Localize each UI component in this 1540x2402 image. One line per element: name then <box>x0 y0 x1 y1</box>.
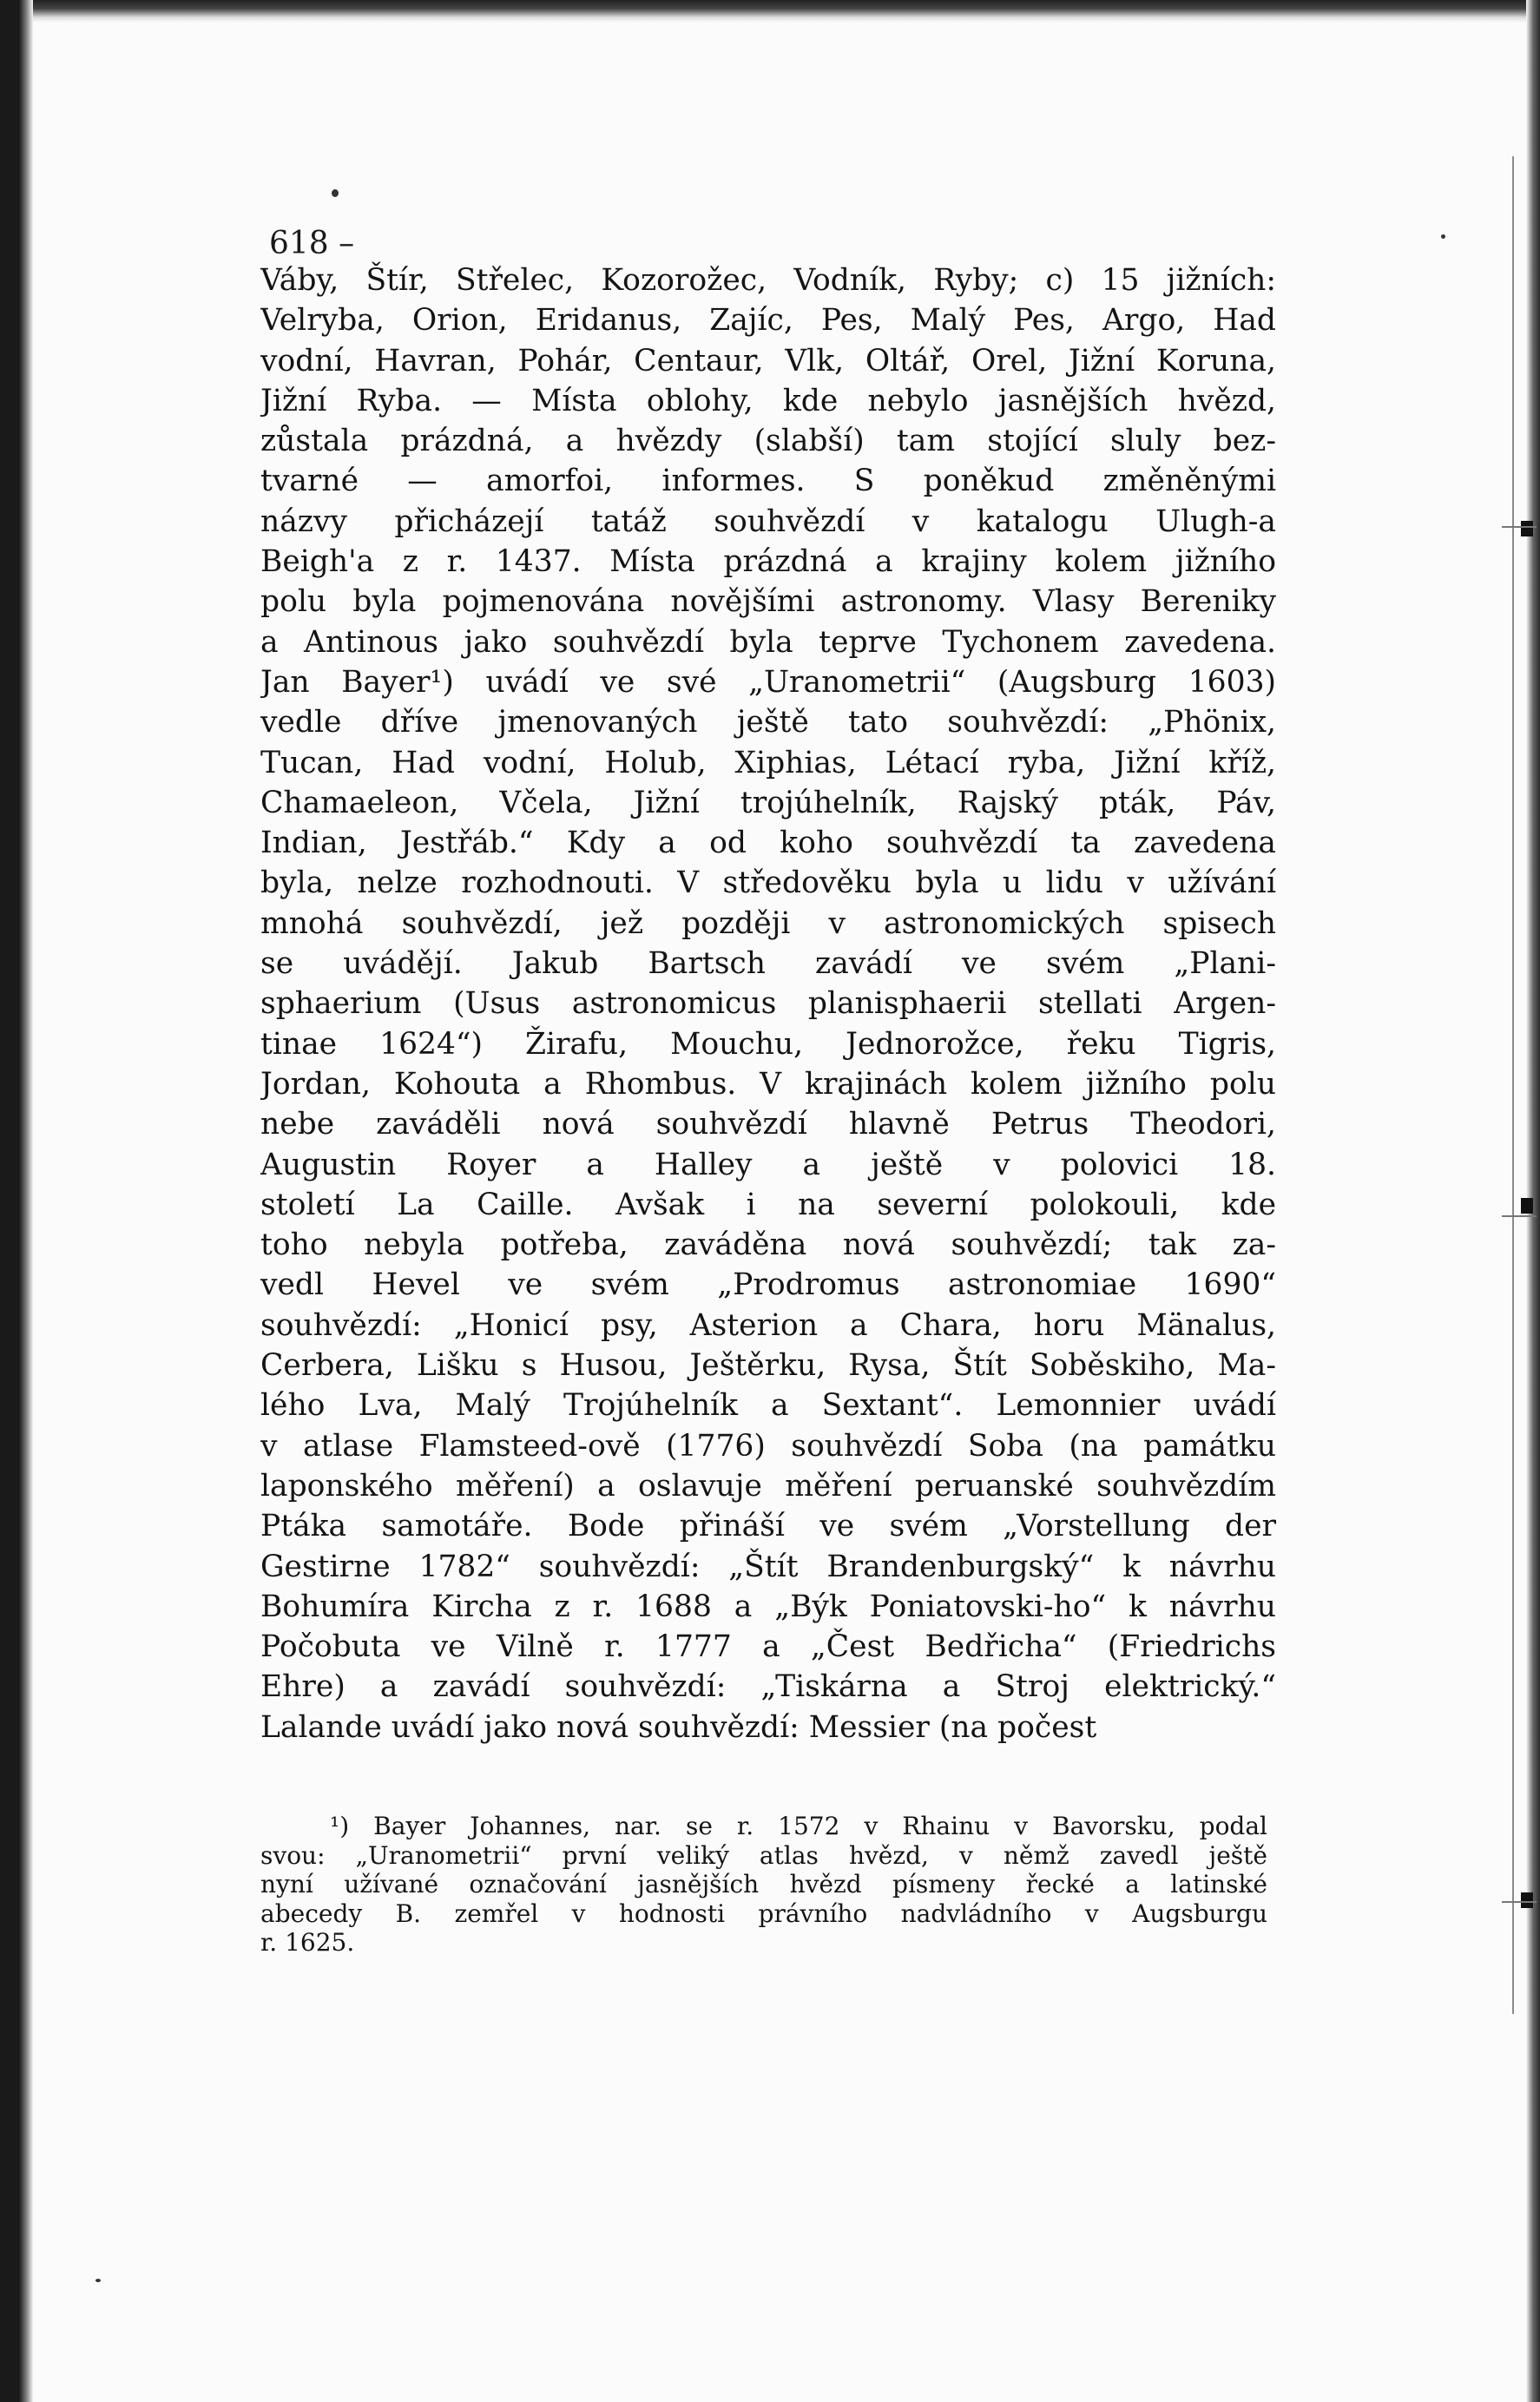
footnote-line: r. 1625. <box>260 1928 355 1958</box>
text-line: v atlase Flamsteed-ově (1776) souhvězdí Soba (na památku <box>260 1428 1276 1464</box>
text-line: Jan Bayer¹) uvádí ve své „Uranometrii“ (Augsburg 1603) <box>260 664 1276 700</box>
margin-mark <box>1502 1215 1537 1217</box>
text-line: vodní, Havran, Pohár, Centaur, Vlk, Oltář, Orel, Jižní Koruna, <box>260 343 1276 378</box>
text-line: nebe zaváděli nová souhvězdí hlavně Petrus Theodori, <box>260 1107 1276 1142</box>
text-line: zůstala prázdná, a hvězdy (slabší) tam stojící sluly bez- <box>260 424 1276 459</box>
footnote-line: abecedy B. zemřel v hodnosti právního nadvládního v Augsburgu <box>260 1899 1267 1928</box>
text-line: Lalande uvádí jako nová souhvězdí: Messier (na počest <box>260 1709 1097 1745</box>
text-line: byla, nelze rozhodnouti. V středověku byla u lidu v užívání <box>260 865 1276 901</box>
footnote-line: ¹) Bayer Johannes, nar. se r. 1572 v Rhainu v Bavorsku, podal <box>330 1812 1267 1840</box>
text-line: Cerbera, Lišku s Husou, Ještěrku, Rysa, Štít Soběskiho, Ma- <box>260 1348 1276 1384</box>
dust-speck <box>332 189 339 197</box>
body-text <box>260 260 1276 1747</box>
text-line: vedle dříve jmenovaných ještě tato souhvězdí: „Phönix, <box>260 705 1276 740</box>
text-line: Gestirne 1782“ souhvězdí: „Štít Brandenburgský“ k návrhu <box>260 1549 1276 1584</box>
margin-mark <box>1521 1892 1533 1908</box>
dust-speck <box>1441 234 1445 239</box>
text-line: Ehre) a zavádí souhvězdí: „Tiskárna a Stroj elektrický.“ <box>260 1669 1276 1705</box>
text-line: Indian, Jestřáb.“ Kdy a od koho souhvězdí ta zavedena <box>260 826 1276 861</box>
text-line: Tucan, Had vodní, Holub, Xiphias, Létací ryba, Jižní kříž, <box>260 745 1276 780</box>
text-line: Beigh'a z r. 1437. Místa prázdná a krajiny kolem jižního <box>260 544 1276 580</box>
text-line: toho nebyla potřeba, zaváděna nová souhvězdí; tak za- <box>260 1227 1276 1263</box>
scan-edge-left <box>0 0 33 2402</box>
scan-margin-rule <box>1512 156 1514 2014</box>
text-line: Augustin Royer a Halley a ještě v polovici 18. <box>260 1147 1276 1182</box>
margin-mark <box>1502 1901 1537 1903</box>
text-line: souhvězdí: „Honicí psy, Asterion a Chara, horu Mänalus, <box>260 1307 1276 1343</box>
text-line: laponského měření) a oslavuje měření peruanské souhvězdím <box>260 1468 1276 1504</box>
text-line: polu byla pojmenována novějšími astronomy. Vlasy Bereniky <box>260 584 1276 620</box>
margin-mark <box>1521 1198 1533 1214</box>
text-line: Jižní Ryba. — Místa oblohy, kde nebylo jasnějších hvězd, <box>260 383 1276 418</box>
text-line: mnohá souhvězdí, jež později v astronomických spisech <box>260 905 1276 941</box>
footnotes <box>260 1812 1267 1958</box>
text-line: lého Lva, Malý Trojúhelník a Sextant“. Lemonnier uvádí <box>260 1388 1276 1424</box>
page-number: 618 – <box>269 226 355 261</box>
text-line: tvarné — amorfoi, informes. S poněkud změněnými <box>260 464 1276 499</box>
text-line: Počobuta ve Vilně r. 1777 a „Čest Bedřicha“ (Friedrichs <box>260 1629 1276 1665</box>
text-line: Velryba, Orion, Eridanus, Zajíc, Pes, Malý Pes, Argo, Had <box>260 303 1276 339</box>
text-line: sphaerium (Usus astronomicus planisphaerii stellati Argen- <box>260 986 1276 1022</box>
text-line: Ptáka samotáře. Bode přináší ve svém „Vorstellung der <box>260 1509 1276 1544</box>
text-line: se uvádějí. Jakub Bartsch zavádí ve svém „Plani- <box>260 946 1276 982</box>
text-line: vedl Hevel ve svém „Prodromus astronomiae 1690“ <box>260 1267 1276 1303</box>
text-line: názvy přicházejí tatáž souhvězdí v katalogu Ulugh-a <box>260 503 1276 539</box>
text-line: Váby, Štír, Střelec, Kozorožec, Vodník, Ryby; c) 15 jižních: <box>260 263 1276 298</box>
text-line: Chamaeleon, Včela, Jižní trojúhelník, Rajský pták, Páv, <box>260 785 1276 820</box>
margin-mark <box>1521 521 1533 536</box>
text-line: a Antinous jako souhvězdí byla teprve Tychonem zavedena. <box>260 624 1276 660</box>
footnote-line: svou: „Uranometrii“ první veliký atlas hvězd, v němž zavedl ještě <box>260 1840 1267 1870</box>
text-line: tinae 1624“) Žirafu, Mouchu, Jednorožce, řeku Tigris, <box>260 1026 1276 1062</box>
text-line: století La Caille. Avšak i na severní polokouli, kde <box>260 1187 1276 1222</box>
dust-speck <box>95 2279 101 2282</box>
footnote-line: nyní užívané označování jasnějších hvězd písmeny řecké a latinské <box>260 1870 1267 1899</box>
text-line: Bohumíra Kircha z r. 1688 a „Býk Poniatovski-ho“ k návrhu <box>260 1589 1276 1624</box>
margin-mark <box>1502 526 1537 528</box>
scan-edge-top <box>0 0 1540 23</box>
text-line: Jordan, Kohouta a Rhombus. V krajinách kolem jižního polu <box>260 1066 1276 1102</box>
